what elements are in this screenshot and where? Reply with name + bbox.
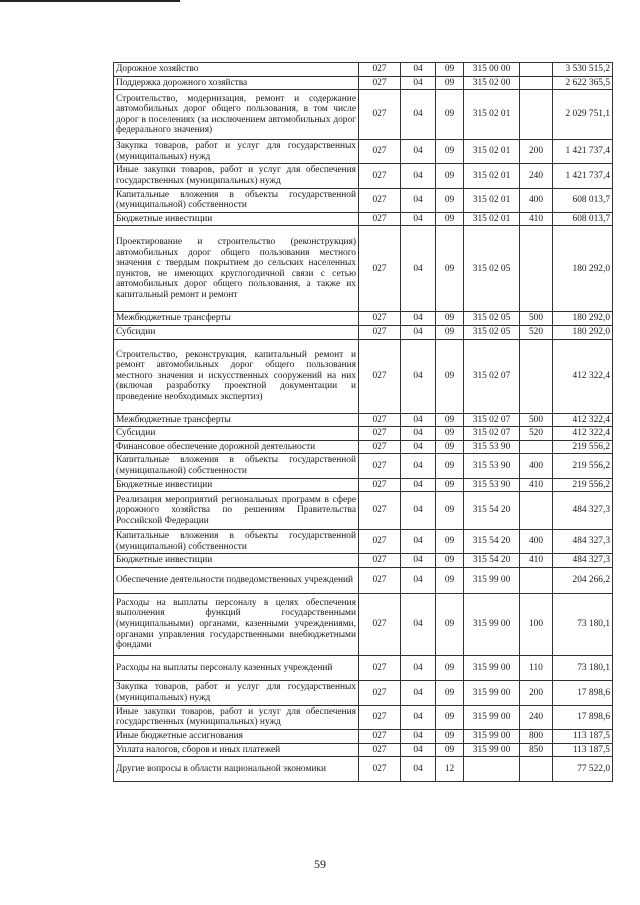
row-name: Межбюджетные трансферты [114, 312, 359, 326]
row-amount: 17 898,6 [553, 680, 613, 705]
row-expense-type: 500 [520, 312, 553, 326]
row-target-article: 315 02 07 [464, 427, 520, 441]
row-subsection-code: 09 [436, 743, 464, 757]
row-expense-type: 410 [520, 554, 553, 568]
page-number: 59 [314, 857, 326, 871]
row-subsection-code: 09 [436, 413, 464, 427]
row-expense-type: 240 [520, 164, 553, 188]
row-section-code: 04 [401, 90, 436, 140]
row-target-article: 315 02 05 [464, 325, 520, 339]
row-name: Иные закупки товаров, работ и услуг для обеспечения государственных (муниципальных) нужд [114, 164, 359, 188]
table-row [114, 212, 613, 226]
row-target-article: 315 02 07 [464, 339, 520, 413]
row-amount: 412 322,4 [553, 427, 613, 441]
top-rule [0, 0, 180, 2]
row-name: Другие вопросы в области национальной экономики [114, 757, 359, 782]
table-row [114, 188, 613, 212]
row-ministry-code: 027 [359, 705, 401, 729]
row-target-article: 315 02 01 [464, 164, 520, 188]
row-target-article: 315 99 00 [464, 680, 520, 705]
row-name: Реализация мероприятий региональных программ в сфере дорожного хозяйства по решениям Правительства Российской Федерации [114, 492, 359, 530]
row-amount: 204 266,2 [553, 567, 613, 593]
row-subsection-code: 09 [436, 593, 464, 655]
row-subsection-code: 12 [436, 757, 464, 782]
row-expense-type: 850 [520, 743, 553, 757]
row-subsection-code: 09 [436, 680, 464, 705]
row-name: Субсидии [114, 325, 359, 339]
row-target-article: 315 99 00 [464, 705, 520, 729]
row-amount: 113 187,5 [553, 730, 613, 744]
row-expense-type [520, 757, 553, 782]
row-ministry-code: 027 [359, 567, 401, 593]
row-target-article: 315 99 00 [464, 743, 520, 757]
row-subsection-code: 09 [436, 454, 464, 478]
row-amount: 17 898,6 [553, 705, 613, 729]
row-ministry-code: 027 [359, 730, 401, 744]
table-row [114, 680, 613, 705]
row-section-code: 04 [401, 339, 436, 413]
row-expense-type: 520 [520, 427, 553, 441]
row-subsection-code: 09 [436, 427, 464, 441]
row-ministry-code: 027 [359, 63, 401, 77]
row-ministry-code: 027 [359, 593, 401, 655]
row-ministry-code: 027 [359, 454, 401, 478]
table-row [114, 413, 613, 427]
row-ministry-code: 027 [359, 743, 401, 757]
row-expense-type: 200 [520, 680, 553, 705]
row-subsection-code: 09 [436, 90, 464, 140]
table-row [114, 226, 613, 312]
row-expense-type: 520 [520, 325, 553, 339]
table-row [114, 312, 613, 326]
row-expense-type: 500 [520, 413, 553, 427]
row-amount: 1 421 737,4 [553, 164, 613, 188]
row-target-article: 315 54 20 [464, 530, 520, 554]
row-subsection-code: 09 [436, 440, 464, 454]
row-section-code: 04 [401, 325, 436, 339]
table-row [114, 478, 613, 492]
row-expense-type [520, 339, 553, 413]
row-target-article: 315 00 00 [464, 63, 520, 77]
row-target-article: 315 54 20 [464, 554, 520, 568]
row-ministry-code: 027 [359, 680, 401, 705]
row-amount: 484 327,3 [553, 492, 613, 530]
row-name: Субсидии [114, 427, 359, 441]
row-amount: 608 013,7 [553, 212, 613, 226]
row-section-code: 04 [401, 63, 436, 77]
row-amount: 1 421 737,4 [553, 140, 613, 164]
row-section-code: 04 [401, 454, 436, 478]
budget-table-body [114, 63, 613, 782]
row-target-article [464, 757, 520, 782]
row-amount: 73 180,1 [553, 593, 613, 655]
row-section-code: 04 [401, 413, 436, 427]
row-target-article: 315 02 05 [464, 226, 520, 312]
row-section-code: 04 [401, 76, 436, 90]
row-target-article: 315 02 01 [464, 212, 520, 226]
row-name: Поддержка дорожного хозяйства [114, 76, 359, 90]
row-name: Капитальные вложения в объекты государственной (муниципальной) собственности [114, 454, 359, 478]
row-name: Финансовое обеспечение дорожной деятельности [114, 440, 359, 454]
row-amount: 180 292,0 [553, 325, 613, 339]
table-row [114, 63, 613, 77]
table-row [114, 339, 613, 413]
row-target-article: 315 02 01 [464, 90, 520, 140]
row-target-article: 315 02 07 [464, 413, 520, 427]
row-ministry-code: 027 [359, 530, 401, 554]
table-row [114, 454, 613, 478]
row-subsection-code: 09 [436, 705, 464, 729]
row-amount: 73 180,1 [553, 655, 613, 680]
row-subsection-code: 09 [436, 730, 464, 744]
table-row [114, 90, 613, 140]
row-expense-type: 400 [520, 454, 553, 478]
row-target-article: 315 53 90 [464, 478, 520, 492]
row-name: Капитальные вложения в объекты государственной (муниципальной) собственности [114, 188, 359, 212]
row-subsection-code: 09 [436, 226, 464, 312]
row-ministry-code: 027 [359, 655, 401, 680]
row-ministry-code: 027 [359, 140, 401, 164]
table-row [114, 705, 613, 729]
row-section-code: 04 [401, 440, 436, 454]
row-ministry-code: 027 [359, 212, 401, 226]
row-target-article: 315 99 00 [464, 593, 520, 655]
table-row [114, 140, 613, 164]
row-expense-type [520, 492, 553, 530]
row-expense-type [520, 90, 553, 140]
row-target-article: 315 53 90 [464, 454, 520, 478]
row-expense-type: 200 [520, 140, 553, 164]
table-row [114, 593, 613, 655]
row-subsection-code: 09 [436, 312, 464, 326]
row-amount: 219 556,2 [553, 454, 613, 478]
table-row [114, 530, 613, 554]
row-name: Расходы на выплаты персоналу казенных учреждений [114, 655, 359, 680]
row-subsection-code: 09 [436, 554, 464, 568]
row-amount: 3 530 515,2 [553, 63, 613, 77]
row-name: Закупка товаров, работ и услуг для государственных (муниципальных) нужд [114, 140, 359, 164]
row-section-code: 04 [401, 567, 436, 593]
table-row [114, 554, 613, 568]
row-expense-type: 410 [520, 478, 553, 492]
table-row [114, 730, 613, 744]
row-ministry-code: 027 [359, 339, 401, 413]
row-amount: 2 029 751,1 [553, 90, 613, 140]
row-subsection-code: 09 [436, 478, 464, 492]
row-amount: 412 322,4 [553, 339, 613, 413]
row-section-code: 04 [401, 188, 436, 212]
row-ministry-code: 027 [359, 312, 401, 326]
row-section-code: 04 [401, 427, 436, 441]
row-expense-type [520, 567, 553, 593]
row-target-article: 315 02 01 [464, 140, 520, 164]
table-row [114, 655, 613, 680]
row-amount: 608 013,7 [553, 188, 613, 212]
row-amount: 77 522,0 [553, 757, 613, 782]
row-name: Проектирование и строительство (реконструкция) автомобильных дорог общего пользования местного значения с твердым покрытием до сельских населенных пунктов, не имеющих круглогодичной связи с сетью автомобильных дорог общего пользования, а также их капитальный ремонт и ремонт [114, 226, 359, 312]
row-expense-type: 400 [520, 188, 553, 212]
row-name: Строительство, модернизация, ремонт и содержание автомобильных дорог общего пользования, в том числе дорог в поселениях (за исключением автомобильных дорог федерального значения) [114, 90, 359, 140]
row-target-article: 315 02 01 [464, 188, 520, 212]
row-section-code: 04 [401, 730, 436, 744]
row-expense-type: 400 [520, 530, 553, 554]
row-target-article: 315 53 90 [464, 440, 520, 454]
row-ministry-code: 027 [359, 427, 401, 441]
row-ministry-code: 027 [359, 757, 401, 782]
row-target-article: 315 02 05 [464, 312, 520, 326]
row-expense-type: 240 [520, 705, 553, 729]
table-row [114, 427, 613, 441]
row-name: Закупка товаров, работ и услуг для государственных (муниципальных) нужд [114, 680, 359, 705]
row-section-code: 04 [401, 140, 436, 164]
row-amount: 219 556,2 [553, 478, 613, 492]
row-name: Бюджетные инвестиции [114, 212, 359, 226]
row-subsection-code: 09 [436, 188, 464, 212]
row-ministry-code: 027 [359, 554, 401, 568]
row-section-code: 04 [401, 593, 436, 655]
row-name: Расходы на выплаты персоналу в целях обеспечения выполнения функций государственными (муниципальными) органами, казенными учреждениями, органами управления государственными внебюджетными фондами [114, 593, 359, 655]
row-amount: 180 292,0 [553, 312, 613, 326]
table-row [114, 743, 613, 757]
row-section-code: 04 [401, 212, 436, 226]
row-name: Капитальные вложения в объекты государственной (муниципальной) собственности [114, 530, 359, 554]
row-name: Бюджетные инвестиции [114, 478, 359, 492]
row-section-code: 04 [401, 226, 436, 312]
row-amount: 484 327,3 [553, 530, 613, 554]
row-section-code: 04 [401, 554, 436, 568]
row-ministry-code: 027 [359, 478, 401, 492]
row-subsection-code: 09 [436, 164, 464, 188]
row-ministry-code: 027 [359, 492, 401, 530]
table-row [114, 757, 613, 782]
row-subsection-code: 09 [436, 212, 464, 226]
row-subsection-code: 09 [436, 339, 464, 413]
row-name: Бюджетные инвестиции [114, 554, 359, 568]
row-name: Строительство, реконструкция, капитальный ремонт и ремонт автомобильных дорог общего пользования местного значения и искусственных сооружений на них (включая разработку проектной документации и проведение необходимых экспертиз) [114, 339, 359, 413]
row-amount: 219 556,2 [553, 440, 613, 454]
row-subsection-code: 09 [436, 530, 464, 554]
row-expense-type: 410 [520, 212, 553, 226]
row-amount: 412 322,4 [553, 413, 613, 427]
row-subsection-code: 09 [436, 655, 464, 680]
row-section-code: 04 [401, 757, 436, 782]
row-section-code: 04 [401, 530, 436, 554]
row-expense-type [520, 76, 553, 90]
row-ministry-code: 027 [359, 188, 401, 212]
row-subsection-code: 09 [436, 567, 464, 593]
table-row [114, 440, 613, 454]
table-row [114, 76, 613, 90]
row-section-code: 04 [401, 705, 436, 729]
table-row [114, 164, 613, 188]
row-section-code: 04 [401, 492, 436, 530]
row-amount: 2 622 365,5 [553, 76, 613, 90]
row-amount: 180 292,0 [553, 226, 613, 312]
row-ministry-code: 027 [359, 226, 401, 312]
row-section-code: 04 [401, 655, 436, 680]
row-section-code: 04 [401, 478, 436, 492]
row-amount: 113 187,5 [553, 743, 613, 757]
row-expense-type: 110 [520, 655, 553, 680]
row-subsection-code: 09 [436, 76, 464, 90]
row-ministry-code: 027 [359, 325, 401, 339]
row-name: Иные бюджетные ассигнования [114, 730, 359, 744]
row-ministry-code: 027 [359, 76, 401, 90]
row-ministry-code: 027 [359, 164, 401, 188]
row-expense-type [520, 440, 553, 454]
table-row [114, 492, 613, 530]
row-expense-type: 100 [520, 593, 553, 655]
row-expense-type: 800 [520, 730, 553, 744]
row-expense-type [520, 226, 553, 312]
row-name: Уплата налогов, сборов и иных платежей [114, 743, 359, 757]
row-subsection-code: 09 [436, 63, 464, 77]
row-name: Межбюджетные трансферты [114, 413, 359, 427]
table-row [114, 567, 613, 593]
row-subsection-code: 09 [436, 492, 464, 530]
row-target-article: 315 99 00 [464, 730, 520, 744]
row-subsection-code: 09 [436, 325, 464, 339]
row-target-article: 315 99 00 [464, 655, 520, 680]
budget-table [113, 62, 613, 782]
row-section-code: 04 [401, 680, 436, 705]
row-subsection-code: 09 [436, 140, 464, 164]
row-name: Обеспечение деятельности подведомственных учреждений [114, 567, 359, 593]
row-ministry-code: 027 [359, 413, 401, 427]
row-expense-type [520, 63, 553, 77]
row-amount: 484 327,3 [553, 554, 613, 568]
row-target-article: 315 99 00 [464, 567, 520, 593]
row-section-code: 04 [401, 743, 436, 757]
row-target-article: 315 54 20 [464, 492, 520, 530]
row-ministry-code: 027 [359, 440, 401, 454]
row-section-code: 04 [401, 312, 436, 326]
row-name: Дорожное хозяйство [114, 63, 359, 77]
row-name: Иные закупки товаров, работ и услуг для обеспечения государственных (муниципальных) нужд [114, 705, 359, 729]
row-ministry-code: 027 [359, 90, 401, 140]
row-target-article: 315 02 00 [464, 76, 520, 90]
table-row [114, 325, 613, 339]
row-section-code: 04 [401, 164, 436, 188]
